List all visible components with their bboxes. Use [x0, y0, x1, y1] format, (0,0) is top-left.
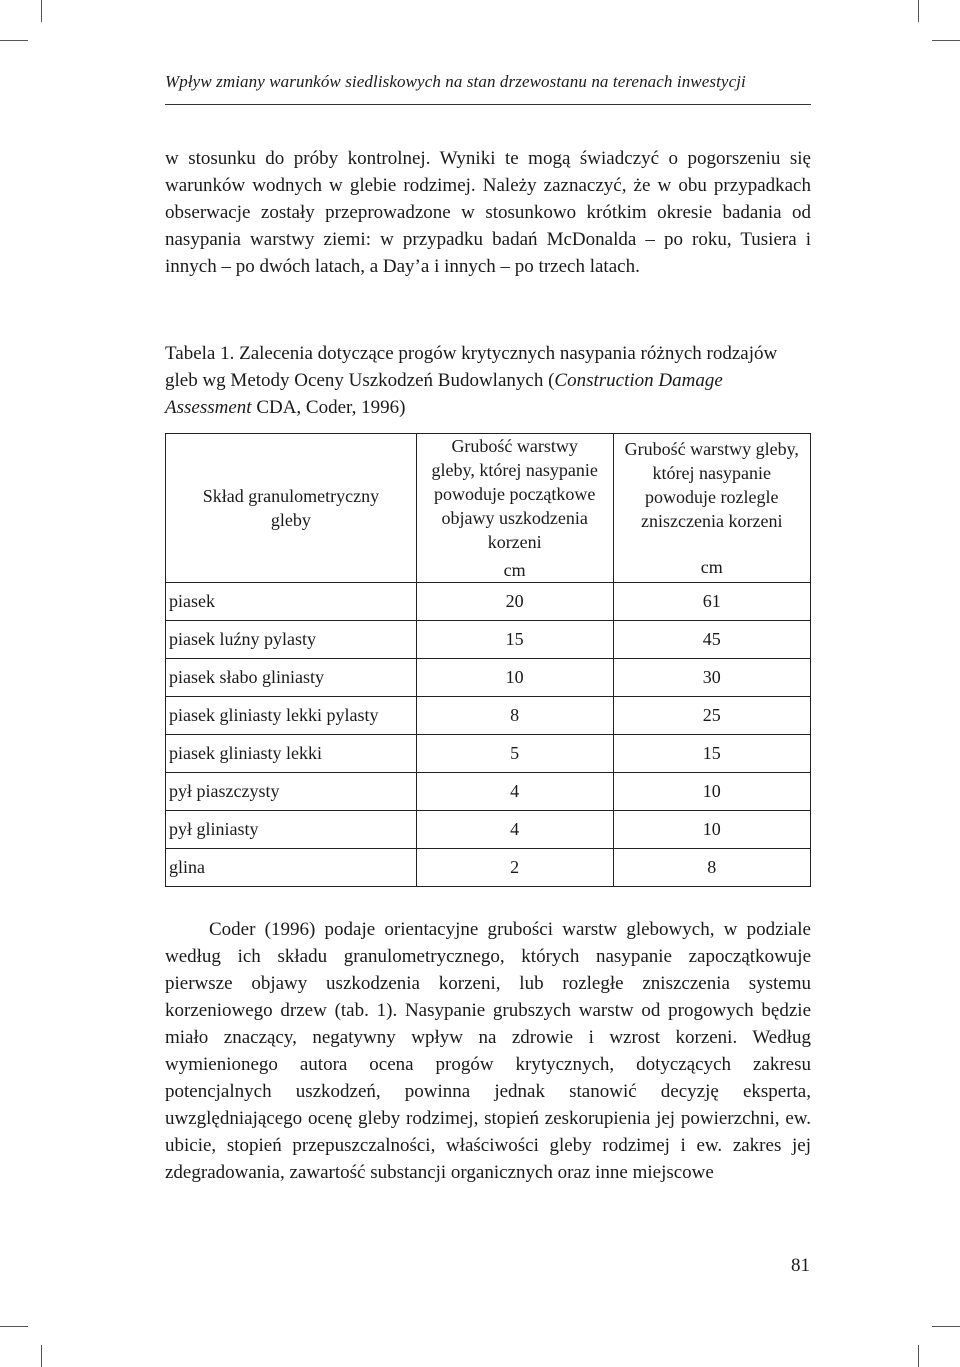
initial-value: 4	[416, 811, 613, 849]
soil-name: pył piaszczysty	[166, 773, 417, 811]
crop-mark-top-right-h	[932, 40, 960, 41]
header-label: Skład granulometryczny gleby	[202, 486, 380, 530]
header-label: Grubość warstwy gleby, której nasypanie powoduje początkowe objawy uszkodzenia korzeni	[431, 436, 598, 552]
crop-mark-bottom-right-h	[932, 1326, 960, 1327]
initial-value: 20	[416, 583, 613, 621]
header-soil-composition	[166, 434, 417, 583]
initial-value: 2	[416, 849, 613, 887]
caption-italic: Construction Damage Assessment	[165, 370, 723, 418]
initial-value: 5	[416, 735, 613, 773]
soil-name: piasek	[166, 583, 417, 621]
soil-thresholds-table	[165, 433, 811, 887]
soil-name: piasek gliniasty lekki pylasty	[166, 697, 417, 735]
initial-value: 4	[416, 773, 613, 811]
caption-text-before: Tabela 1. Zalecenia dotyczące progów krytycznych nasypania różnych rodzajów gleb wg Metody Oceny Uszkodzeń Budowlanych (	[165, 343, 778, 391]
table-header-row	[166, 434, 811, 583]
crop-mark-bottom-left-h	[0, 1326, 28, 1327]
paragraph-2: Coder (1996) podaje orientacyjne grubości warstw glebowych, w podziale według ich składu granulometrycznego, których nasypanie zapoczątkowuje pierwsze objawy uszkodzenia korzeni, lub rozległe zniszczenia systemu korzeniowego drzew (tab. 1). Nasypanie grubszych warstw od progowych będzie miało znaczący, negatywny wpływ na zdrowie i wzrost korzeni. Według wymienionego autora ocena progów krytycznych, dotyczących zakresu potencjalnych uszkodzeń, powinna jednak stanowić decyzję eksperta, uwzględniającego ocenę gleby rodzimej, stopień zeskorupienia jej powierzchni, ew. ubicie, stopień przepuszczalności, właściwości gleby rodzimej i ew. zakres jej zdegradowania, zawartość substancji organicznych oraz inne miejscowe	[165, 919, 811, 1183]
crop-mark-top-left-v	[41, 0, 42, 22]
extensive-value: 10	[613, 773, 810, 811]
extensive-value: 61	[613, 583, 810, 621]
table-row	[166, 697, 811, 735]
initial-value: 15	[416, 621, 613, 659]
header-unit: cm	[700, 557, 723, 577]
caption-text-after: CDA, Coder, 1996)	[251, 397, 406, 418]
header-unit: cm	[503, 560, 526, 580]
soil-name: piasek gliniasty lekki	[166, 735, 417, 773]
soil-name: glina	[166, 849, 417, 887]
initial-value: 10	[416, 659, 613, 697]
header-rule	[165, 104, 811, 105]
extensive-value: 25	[613, 697, 810, 735]
extensive-value: 10	[613, 811, 810, 849]
extensive-value: 15	[613, 735, 810, 773]
table-caption	[165, 340, 811, 421]
table-row	[166, 621, 811, 659]
table-row	[166, 583, 811, 621]
table-row	[166, 849, 811, 887]
table-row	[166, 659, 811, 697]
extensive-value: 8	[613, 849, 810, 887]
soil-name: piasek słabo gliniasty	[166, 659, 417, 697]
table-row	[166, 773, 811, 811]
soil-name: piasek luźny pylasty	[166, 621, 417, 659]
crop-mark-top-right-v	[918, 0, 919, 22]
header-initial-damage	[416, 434, 613, 583]
extensive-value: 30	[613, 659, 810, 697]
header-label: Grubość warstwy gleby, której nasypanie powoduje rozlegle zniszczenia korzeni	[624, 439, 799, 531]
header-extensive-damage	[613, 434, 810, 583]
extensive-value: 45	[613, 621, 810, 659]
page-number: 81	[791, 1255, 810, 1276]
crop-mark-bottom-left-v	[41, 1345, 42, 1367]
running-head: Wpływ zmiany warunków siedliskowych na stan drzewostanu na terenach inwestycji	[165, 72, 746, 91]
crop-mark-bottom-right-v	[918, 1345, 919, 1367]
table-row	[166, 811, 811, 849]
paragraph-1: w stosunku do próby kontrolnej. Wyniki te mogą świadczyć o pogorszeniu się warunków wodnych w glebie rodzimej. Należy zaznaczyć, że w obu przypadkach obserwacje zostały przeprowadzone w stosunkowo krótkim okresie badania od nasypania warstwy ziemi: w przypadku badań McDonalda – po roku, Tusiera i innych – po dwóch latach, a Day’a i innych – po trzech latach.	[165, 148, 811, 277]
soil-name: pył gliniasty	[166, 811, 417, 849]
table-row	[166, 735, 811, 773]
crop-mark-top-left-h	[0, 40, 28, 41]
initial-value: 8	[416, 697, 613, 735]
